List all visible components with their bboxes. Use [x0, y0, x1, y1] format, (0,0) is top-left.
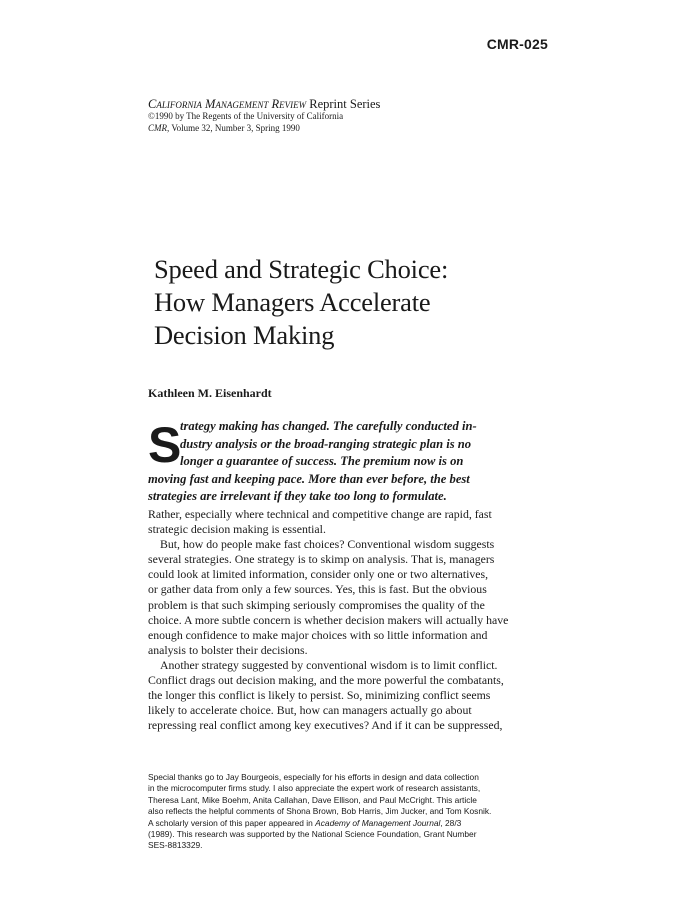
acknowledgement-footnote [148, 772, 548, 852]
body-paragraph [148, 658, 528, 733]
body-paragraph [148, 537, 528, 658]
body-line: Another strategy suggested by conventional wisdom is to limit conflict. [160, 657, 498, 672]
title-line: Speed and Strategic Choice: [154, 254, 449, 284]
lead-line: moving fast and keeping pace. More than ever before, the best [148, 471, 470, 486]
footnote-line [148, 818, 548, 829]
title-line: Decision Making [154, 320, 335, 350]
body-line: problem is that such skimping seriously compromises the quality of the [148, 597, 485, 612]
series-header [148, 98, 380, 134]
footnote-line: also reflects the helpful comments of Shona Brown, Bob Harris, Jim Jucker, and Tom Kosnik. [148, 806, 492, 817]
lead-line: dustry analysis or the broad-ranging strategic plan is no [180, 436, 472, 451]
body-line: several strategies. One strategy is to skimp on analysis. That is, managers [148, 552, 495, 567]
body-line: likely to accelerate choice. But, how can managers actually go about [148, 703, 472, 718]
footnote-line: (1989). This research was supported by the National Science Foundation, Grant Number [148, 829, 477, 840]
body-line: But, how do people make fast choices? Conventional wisdom suggests [160, 537, 495, 552]
body-paragraph [148, 507, 528, 537]
volume-line [148, 123, 380, 135]
body-line: the longer this conflict is likely to persist. So, minimizing conflict seems [148, 688, 491, 703]
series-label: Reprint Series [309, 97, 381, 111]
volume-info: , Volume 32, Number 3, Spring 1990 [167, 122, 300, 133]
body-line: analysis to bolster their decisions. [148, 642, 308, 657]
copyright-line: ©1990 by The Regents of the University of California [148, 111, 344, 121]
body-line: strategic decision making is essential. [148, 522, 326, 537]
footnote-line: Theresa Lant, Mike Boehm, Anita Callahan, Dave Ellison, and Paul McCright. This article [148, 794, 477, 805]
journal-name: California Management Review [148, 97, 307, 111]
footnote-line: SES-8813329. [148, 840, 203, 851]
drop-cap: S [148, 417, 182, 473]
article-title [154, 253, 448, 352]
body-line: Rather, especially where technical and competitive change are rapid, fast [148, 506, 492, 521]
lead-paragraph [148, 418, 528, 506]
footnote-text: A scholarly version of this paper appeared in [148, 817, 316, 828]
lead-line: strategies are irrelevant if they take too long to formulate. [148, 489, 447, 504]
body-line: Conflict drags out decision making, and the more powerful the combatants, [148, 673, 504, 687]
document-code: CMR-025 [486, 36, 548, 52]
footnote-line: in the microcomputer firms study. I also appreciate the expert work of research assistants, [148, 783, 481, 794]
body-line: choice. A more subtle concern is whether decision makers will actually have [148, 612, 509, 627]
series-line [148, 98, 380, 111]
cited-journal: Academy of Management Journal [315, 817, 441, 828]
body-line: repressing real conflict among key executives? And if it can be suppressed, [148, 718, 503, 733]
lead-line: trategy making has changed. The carefully conducted in- [180, 419, 477, 433]
footnote-line: Special thanks go to Jay Bourgeois, especially for his efforts in design and data collection [148, 772, 479, 782]
footnote-text: , 28/3 [440, 817, 462, 828]
author-name: Kathleen M. Eisenhardt [148, 386, 272, 400]
cmr-abbrev: CMR [148, 122, 167, 133]
article-body [148, 418, 528, 733]
lead-line: longer a guarantee of success. The premium now is on [180, 454, 464, 469]
body-line: or gather data from only a few sources. Yes, this is fast. But the obvious [148, 582, 487, 597]
body-line: enough confidence to make major choices with so little information and [148, 627, 488, 642]
title-line: How Managers Accelerate [154, 287, 431, 317]
body-line: could look at limited information, consider only one or two alternatives, [148, 567, 489, 582]
